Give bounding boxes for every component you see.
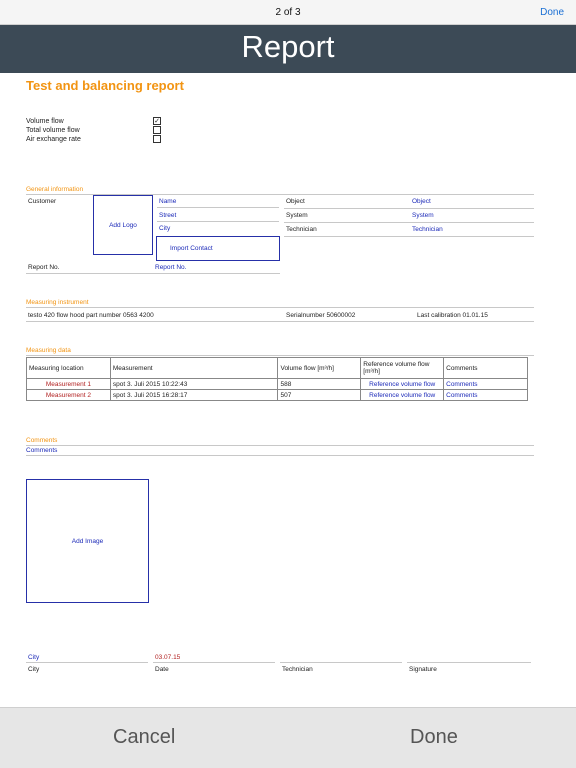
signature-city-field[interactable]: City (28, 654, 40, 661)
divider (26, 307, 534, 308)
divider (26, 445, 534, 446)
reference-cell[interactable]: Reference volume flow (361, 379, 444, 390)
divider (26, 662, 148, 663)
system-label: System (286, 212, 308, 219)
column-header: Comments (444, 358, 528, 379)
divider (26, 455, 534, 456)
total-volume-flow-checkbox[interactable] (153, 126, 161, 134)
measurement-cell: spot 3. Juli 2015 16:28:17 (110, 390, 278, 401)
table-header-row (27, 358, 528, 379)
option-air-exchange-label: Air exchange rate (26, 136, 81, 143)
customer-city-field[interactable]: City (159, 225, 171, 232)
divider (407, 662, 531, 663)
header-bar (0, 25, 576, 73)
reference-cell[interactable]: Reference volume flow (361, 390, 444, 401)
signature-date-field[interactable]: 03.07.15 (155, 654, 181, 661)
page-indicator: 2 of 3 (275, 7, 301, 18)
measurement-cell: spot 3. Juli 2015 10:22:43 (110, 379, 278, 390)
add-logo-button[interactable] (93, 195, 153, 255)
volume-flow-checkbox[interactable] (153, 117, 161, 125)
signature-city-label: City (28, 666, 40, 673)
page-title: Report (241, 29, 335, 64)
report-no-field[interactable]: Report No. (155, 264, 187, 271)
technician-field[interactable]: Technician (412, 226, 443, 233)
option-total-volume-flow-label: Total volume flow (26, 127, 80, 134)
system-field[interactable]: System (412, 212, 434, 219)
signature-date-label: Date (155, 666, 169, 673)
divider (26, 321, 534, 322)
bottom-bar (0, 707, 576, 768)
checkmark-icon: ✓ (154, 118, 160, 125)
done-link-top[interactable]: Done (540, 7, 564, 18)
divider (26, 355, 534, 356)
column-header: Volume flow [m³/h] (278, 358, 361, 379)
divider (157, 221, 279, 222)
location-cell[interactable]: Measurement 2 (27, 390, 111, 401)
object-label: Object (286, 198, 305, 205)
flow-cell: 588 (278, 379, 361, 390)
column-header: Measurement (110, 358, 278, 379)
add-logo-label: Add Logo (109, 221, 137, 229)
comments-cell[interactable]: Comments (444, 379, 528, 390)
instrument-calibration: Last calibration 01.01.15 (417, 312, 488, 319)
object-field[interactable]: Object (412, 198, 431, 205)
air-exchange-checkbox[interactable] (153, 135, 161, 143)
general-info-heading: General information (26, 186, 84, 193)
flow-cell: 507 (278, 390, 361, 401)
customer-street-field[interactable]: Street (159, 212, 177, 219)
add-image-button[interactable] (26, 479, 149, 603)
divider (26, 273, 280, 274)
comments-field[interactable]: Comments (26, 447, 58, 454)
measuring-data-heading: Measuring data (26, 347, 71, 354)
table-row[interactable] (27, 379, 528, 390)
divider (153, 662, 275, 663)
divider (284, 208, 534, 209)
done-button[interactable]: Done (410, 726, 458, 748)
add-image-label: Add Image (71, 537, 104, 545)
technician-label: Technician (286, 226, 317, 233)
measuring-data-table (26, 357, 528, 401)
instrument-serial: Serialnumber 50600002 (286, 312, 356, 319)
import-contact-label: Import Contact (170, 245, 213, 252)
divider (284, 236, 534, 237)
signature-technician-label: Technician (282, 666, 313, 673)
comments-cell[interactable]: Comments (444, 390, 528, 401)
divider (280, 662, 402, 663)
signature-label: Signature (409, 666, 437, 673)
instrument-name: testo 420 flow hood part number 0563 4200 (28, 312, 154, 319)
divider (284, 222, 534, 223)
report-no-label: Report No. (28, 264, 60, 271)
table-row[interactable] (27, 390, 528, 401)
column-header: Reference volume flow [m³/h] (361, 358, 444, 379)
column-header: Measuring location (27, 358, 111, 379)
option-volume-flow-label: Volume flow (26, 118, 64, 125)
location-cell[interactable]: Measurement 1 (27, 379, 111, 390)
cancel-button[interactable]: Cancel (113, 726, 176, 748)
import-contact-button[interactable] (156, 236, 280, 261)
comments-heading: Comments (26, 437, 58, 444)
divider (157, 207, 279, 208)
customer-name-field[interactable]: Name (159, 198, 177, 205)
customer-label: Customer (28, 198, 57, 205)
report-title: Test and balancing report (26, 78, 184, 93)
instrument-heading: Measuring instrument (26, 299, 89, 306)
